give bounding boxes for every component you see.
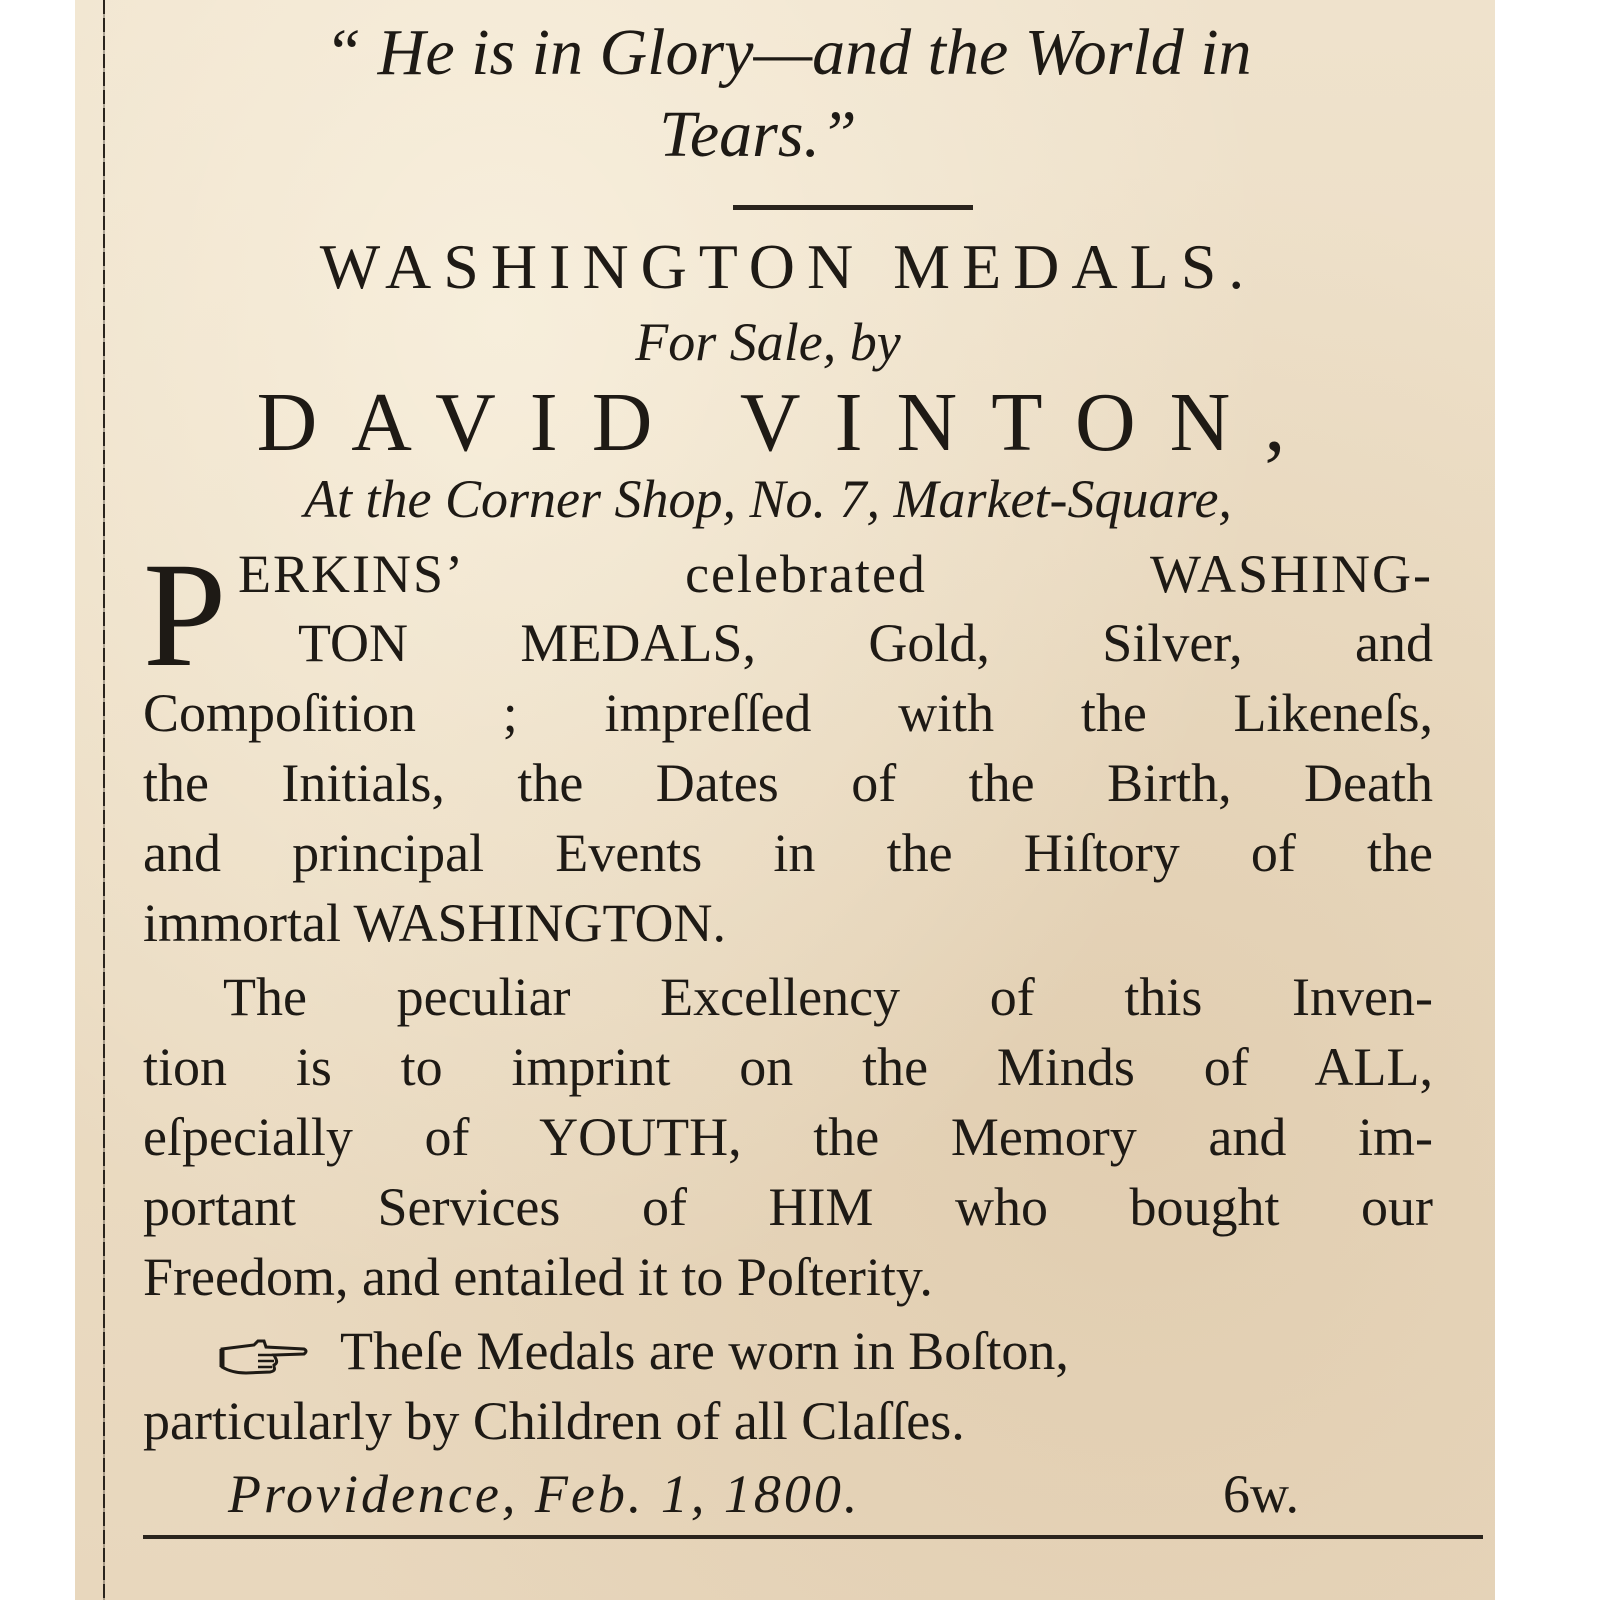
- paragraph-2-line-3: eſpecially of YOUTH, the Memory and im-: [143, 1107, 1433, 1167]
- paragraph-1-line-3: Compoſition ; impreſſed with the Likeneſs,: [143, 683, 1433, 743]
- paragraph-3-line-1: [143, 1322, 1433, 1380]
- paragraph-1-line-4: the Initials, the Dates of the Birth, Death: [143, 753, 1433, 813]
- paragraph-3-line-2: particularly by Children of all Claſſes.: [143, 1391, 965, 1451]
- pointing-hand-icon: [218, 1337, 310, 1377]
- heading: WASHINGTON MEDALS.: [319, 231, 1257, 302]
- paragraph-2-line-2: tion is to imprint on the Minds of ALL,: [143, 1037, 1433, 1097]
- seller-name: DAVID VINTON,: [256, 376, 1320, 469]
- paragraph-2-line-4: portant Services of HIM who bought our: [143, 1177, 1433, 1237]
- paragraph-3-line-1-text: Theſe Medals are worn in Boſton,: [340, 1321, 1069, 1381]
- paragraph-1-line-6: immortal WASHINGTON.: [143, 893, 726, 953]
- paragraph-1-line-5: and principal Events in the Hiſtory of the: [143, 823, 1433, 883]
- drop-cap: P: [143, 532, 227, 698]
- epigraph-line-2: Tears.”: [659, 98, 857, 171]
- paragraph-1-line-2: TON MEDALS, Gold, Silver, and: [298, 613, 1433, 673]
- column-rule: [103, 0, 105, 1600]
- dateline-run-mark: 6w.: [1223, 1464, 1299, 1524]
- separator-rule: [733, 205, 973, 210]
- address: At the Corner Shop, No. 7, Market-Square,: [304, 469, 1232, 529]
- newspaper-clipping: [75, 0, 1495, 1600]
- paragraph-2-line-5: Freedom, and entailed it to Poſterity.: [143, 1247, 933, 1307]
- for-sale-by: For Sale, by: [635, 312, 901, 372]
- epigraph-line-1: “ He is in Glory—and the World in: [324, 16, 1252, 89]
- footer-rule: [143, 1535, 1483, 1539]
- paragraph-1-line-1: ERKINS’ celebrated WASHING-: [238, 544, 1433, 604]
- dateline-place-date: Providence, Feb. 1, 1800.: [228, 1464, 861, 1524]
- paragraph-2-line-1: The peculiar Excellency of this Inven-: [223, 967, 1433, 1027]
